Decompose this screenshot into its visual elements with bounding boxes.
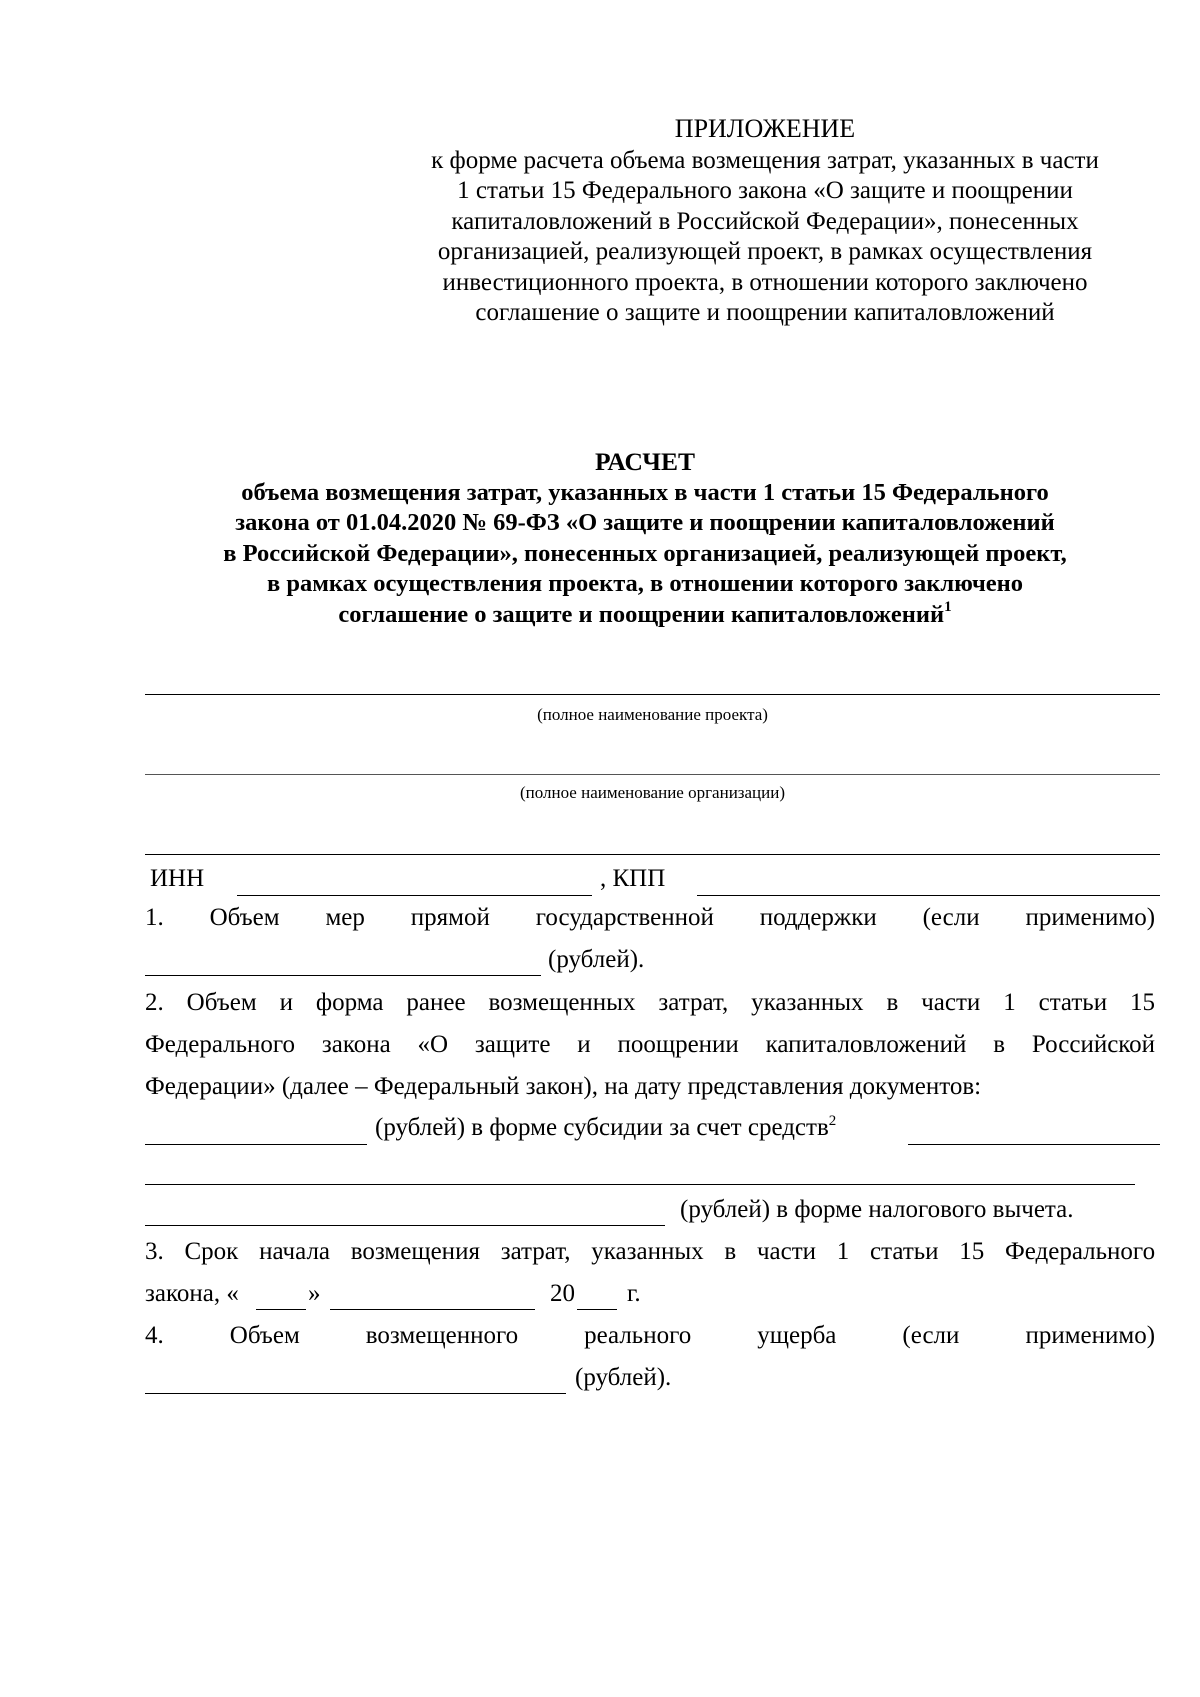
start-day-field[interactable] (256, 1309, 306, 1310)
title-line: объема возмещения затрат, указанных в части 1 статьи 15 Федерального (241, 478, 1049, 506)
appendix-line: 1 статьи 15 Федерального закона «О защите и поощрении (457, 177, 1073, 204)
organization-name-caption: (полное наименование организации) (519, 783, 786, 802)
item2-line1: 2. Объем и форма ранее возмещенных затрат, указанных в части 1 статьи 15 (145, 989, 1156, 1016)
appendix-line: инвестиционного проекта, в отношении которого заключено (442, 268, 1088, 296)
item3-line1: 3. Срок начала возмещения затрат, указанных в части 1 статьи 15 Федерального (145, 1238, 1156, 1265)
title-line: в рамках осуществления проекта, в отношении которого заключено (266, 570, 1024, 597)
footnote-mark: 2 (828, 1113, 837, 1129)
appendix-line: к форме расчета объема возмещения затрат, указанных в части (431, 146, 1099, 174)
title-line: соглашение о защите и поощрении капиталовложений (338, 600, 945, 628)
inn-field[interactable] (237, 895, 592, 896)
start-month-field[interactable] (330, 1309, 535, 1310)
item3-date-prefix: закона, « (145, 1280, 239, 1307)
appendix-line: организацией, реализующей проект, в рамках осуществления (437, 238, 1093, 265)
organization-name-field[interactable] (145, 774, 1160, 775)
organization-name-field-continued[interactable] (145, 854, 1160, 855)
year-suffix: г. (627, 1280, 641, 1307)
appendix-line: капиталовложений в Российской Федерации», понесенных (451, 207, 1079, 235)
quote-close: » (308, 1280, 321, 1307)
footnote-mark: 1 (944, 598, 952, 615)
subsidy-amount-field[interactable] (145, 1144, 367, 1145)
subsidy-source-field-continued[interactable] (145, 1184, 1135, 1185)
item4-tail: (рублей). (575, 1364, 672, 1391)
subsidy-source-field[interactable] (908, 1144, 1160, 1145)
item2-line3: Федерации» (далее – Федеральный закон), на дату представления документов: (145, 1073, 982, 1100)
damage-amount-field[interactable] (145, 1393, 566, 1394)
inn-label: ИНН (150, 865, 205, 892)
form-title (120, 447, 1170, 630)
project-name-field[interactable] (145, 694, 1160, 695)
appendix-heading: ПРИЛОЖЕНИЕ (674, 114, 856, 143)
kpp-field[interactable] (697, 895, 1160, 896)
project-name-caption: (полное наименование проекта) (537, 705, 768, 724)
title-line: в Российской Федерации», понесенных организацией, реализующей проект, (223, 539, 1067, 567)
year-prefix: 20 (550, 1280, 575, 1307)
title-heading: РАСЧЕТ (595, 447, 695, 476)
appendix-line: соглашение о защите и поощрении капиталовложений (475, 299, 1055, 326)
support-amount-field[interactable] (145, 975, 541, 976)
title-line: закона от 01.04.2020 № 69-ФЗ «О защите и поощрении капиталовложений (235, 509, 1055, 536)
tax-deduction-amount-field[interactable] (145, 1225, 665, 1226)
item1-tail: (рублей). (548, 946, 645, 973)
item1-line1: 1. Объем мер прямой государственной поддержки (если применимо) (145, 904, 1156, 931)
appendix-header (380, 114, 1150, 329)
start-year-field[interactable] (577, 1309, 617, 1310)
tax-deduction-text: (рублей) в форме налогового вычета. (680, 1196, 1074, 1223)
kpp-label: , КПП (600, 865, 666, 892)
item4-line1: 4. Объем возмещенного реального ущерба (если применимо) (145, 1322, 1156, 1349)
subsidy-text: (рублей) в форме субсидии за счет средств$^2$ (375, 1113, 837, 1141)
item2-line2: Федерального закона «О защите и поощрении капиталовложений в Российской (145, 1031, 1156, 1058)
